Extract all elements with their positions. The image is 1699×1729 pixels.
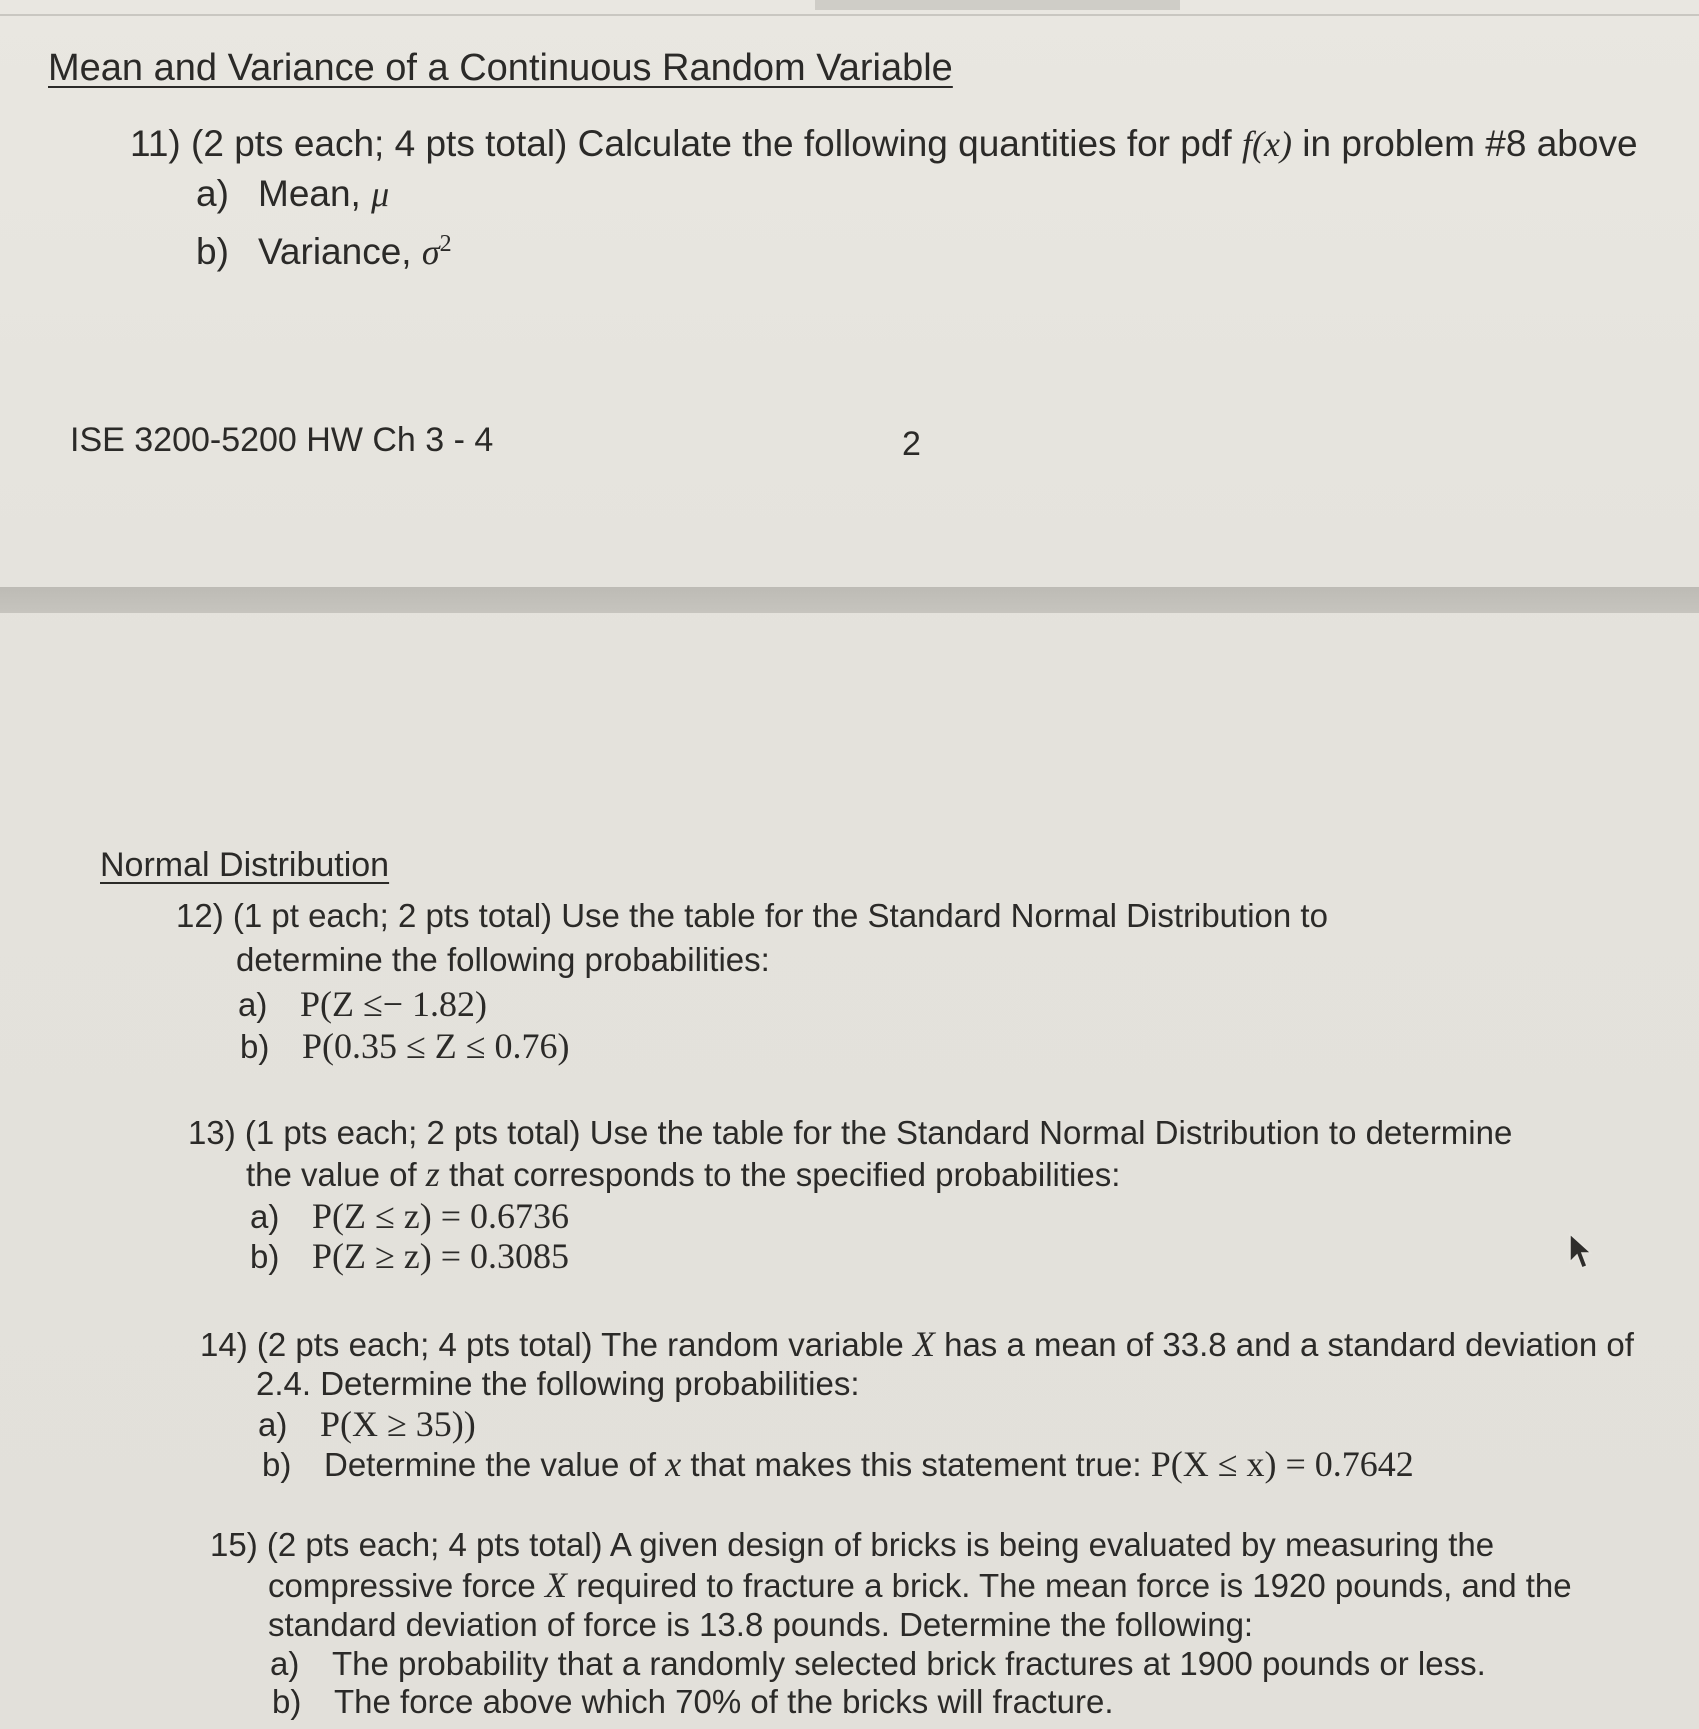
- q11-sigma-symbol: σ: [421, 232, 440, 272]
- q14-b-variable: x: [665, 1444, 682, 1484]
- footer-page-number: 2: [902, 425, 921, 463]
- question-14-part-a: [258, 1404, 476, 1445]
- q13-a-math: P(Z ≤ z) = 0.6736: [312, 1196, 570, 1236]
- question-15-line-1: 15) (2 pts each; 4 pts total) A given design of bricks is being evaluated by measuring the: [210, 1526, 1495, 1563]
- q15-line2-post: required to fracture a brick. The mean force is 1920 pounds, and the: [566, 1567, 1572, 1604]
- question-11-part-a: [196, 172, 389, 216]
- q11-mu-symbol: μ: [371, 174, 390, 214]
- question-13-line-2: [246, 1154, 1120, 1195]
- section-heading-mean-variance: Mean and Variance of a Continuous Random Variable: [48, 47, 953, 89]
- q13-b-math: P(Z ≥ z) = 0.3085: [312, 1236, 570, 1276]
- q12-b-math: P(0.35 ≤ Z ≤ 0.76): [302, 1026, 570, 1066]
- q12-a-label: a): [238, 986, 268, 1023]
- q11-b-label: b): [196, 231, 229, 272]
- question-14-line-2: 2.4. Determine the following probabilities:: [256, 1365, 860, 1402]
- question-15-part-b: [272, 1682, 1114, 1722]
- top-edge-tab: [815, 0, 1180, 10]
- q11-sigma-exponent: 2: [439, 231, 452, 257]
- q15-x-variable: X: [544, 1565, 567, 1605]
- q15-a-label: a): [270, 1645, 300, 1682]
- q11-sigma: [422, 232, 452, 272]
- section-heading-normal-distribution: Normal Distribution: [100, 846, 390, 884]
- q13-z-variable: z: [425, 1154, 440, 1194]
- q13-line2-post: that corresponds to the specified probabilities:: [439, 1156, 1121, 1193]
- q11-stem-text: 11) (2 pts each; 4 pts total) Calculate the following quantities for pdf: [130, 123, 1232, 164]
- q14-line1-pre: 14) (2 pts each; 4 pts total) The random variable: [200, 1326, 913, 1363]
- question-12-line-2: determine the following probabilities:: [236, 941, 770, 978]
- question-12-part-b: [240, 1026, 570, 1067]
- q11-b-text: Variance,: [258, 231, 422, 272]
- question-15-line-3: standard deviation of force is 13.8 pounds. Determine the following:: [268, 1606, 1254, 1643]
- question-12-line-1: 12) (1 pt each; 2 pts total) Use the table for the Standard Normal Distribution to: [176, 897, 1328, 934]
- q15-b-text: The force above which 70% of the bricks will fracture.: [334, 1683, 1114, 1720]
- q14-x-variable: X: [912, 1324, 935, 1364]
- question-14-part-b: [262, 1444, 1414, 1485]
- question-15-line-2: [268, 1565, 1572, 1606]
- q15-a-text: The probability that a randomly selected brick fractures at 1900 pounds or less.: [332, 1645, 1486, 1682]
- q12-b-label: b): [240, 1028, 270, 1065]
- q14-b-label: b): [262, 1446, 292, 1483]
- page-break-gap: [0, 587, 1699, 613]
- question-12-part-a: [238, 984, 487, 1025]
- question-14-line-1: [200, 1324, 1634, 1365]
- q14-a-label: a): [258, 1406, 288, 1443]
- q14-line1-post: has a mean of 33.8 and a standard deviation of: [934, 1326, 1634, 1363]
- question-13-part-b: [250, 1236, 569, 1277]
- q11-a-label: a): [196, 173, 229, 214]
- q11-pdf-math: [1242, 124, 1292, 164]
- q14-a-math: P(X ≥ 35)): [320, 1404, 476, 1444]
- footer-course-title: ISE 3200-5200 HW Ch 3 - 4: [70, 421, 494, 459]
- q13-b-label: b): [250, 1238, 280, 1275]
- q11-mu: [371, 174, 389, 214]
- q11-pdf-symbol: f(x): [1242, 124, 1292, 164]
- question-13-part-a: [250, 1196, 569, 1237]
- q14-b-mid: that makes this statement true:: [681, 1446, 1151, 1483]
- question-11-part-b: [196, 222, 452, 274]
- question-13-line-1: 13) (1 pts each; 2 pts total) Use the table for the Standard Normal Distribution to determine: [188, 1114, 1513, 1151]
- q11-a-text: Mean,: [258, 173, 372, 214]
- q11-stem-tail: in problem #8 above: [1302, 123, 1638, 164]
- q14-b-math: P(X ≤ x) = 0.7642: [1150, 1444, 1414, 1484]
- q13-line2-pre: the value of: [246, 1156, 426, 1193]
- q15-line2-pre: compressive force: [268, 1567, 545, 1604]
- question-15-part-a: [270, 1644, 1486, 1684]
- q14-b-pre: Determine the value of: [324, 1446, 666, 1483]
- top-edge-line: [0, 14, 1699, 16]
- q12-a-math: P(Z ≤− 1.82): [300, 984, 488, 1024]
- q13-a-label: a): [250, 1198, 280, 1235]
- question-11-stem: [130, 122, 1638, 166]
- q15-b-label: b): [272, 1683, 302, 1720]
- mouse-pointer-icon: [1568, 1232, 1592, 1272]
